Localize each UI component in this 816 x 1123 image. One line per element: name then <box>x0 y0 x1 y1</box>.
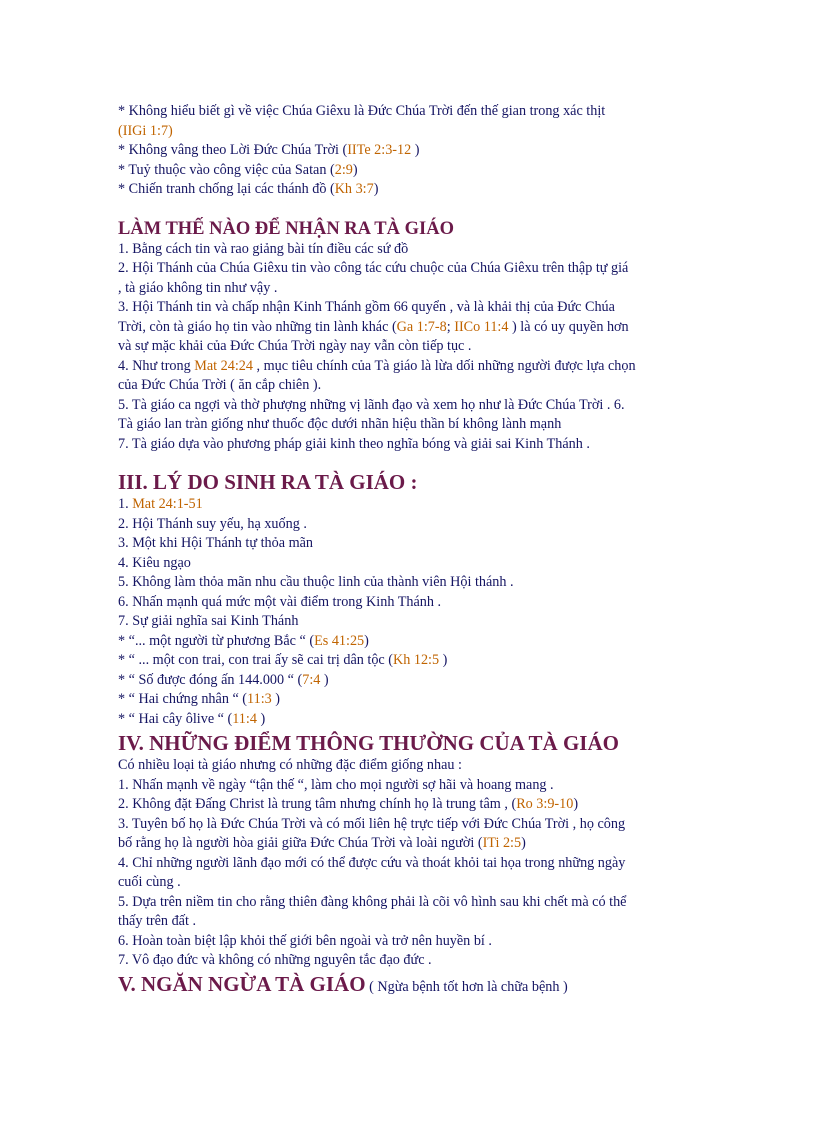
text-line <box>118 435 703 455</box>
text-line <box>118 240 703 260</box>
text-segment: Tà giáo lan tràn giống như thuốc độc dưới nhãn hiệu thần bí không lành mạnh <box>118 416 562 432</box>
section-heading-common-traits: IV. NHỮNG ĐIỂM THÔNG THƯỜNG CỦA TÀ GIÁO <box>118 731 619 755</box>
text-segment: 5. Dựa trên niềm tin cho rằng thiên đàng không phải là cõi vô hình sau khi chết mà có thể <box>118 893 627 910</box>
text-segment: 5. Tà giáo ca ngợi và thờ phượng những vị lãnh đạo và xem họ như là Đức Chúa Trời . 6. <box>118 396 625 413</box>
text-line <box>118 932 703 952</box>
text-segment: , mục tiêu chính của Tà giáo là lừa dối những người được lựa chọn <box>256 357 636 374</box>
text-segment: ) <box>414 142 420 158</box>
text-segment: 3. Một khi Hội Thánh tự thỏa mãn <box>118 535 314 551</box>
text-segment: 5. Không làm thỏa mãn nhu cầu thuộc linh của thành viên Hội thánh . <box>118 574 514 590</box>
text-line <box>118 161 703 181</box>
text-segment: * “ Số được đóng ấn 144.000 “ ( <box>118 671 303 688</box>
text-line <box>118 834 703 854</box>
text-line <box>118 298 703 318</box>
prevention-title: V. NGĂN NGỪA TÀ GIÁO <box>118 971 366 996</box>
text-segment: ) <box>275 691 281 707</box>
scripture-reference-link[interactable]: 2:9 <box>334 161 353 178</box>
text-line <box>118 651 703 671</box>
text-segment: , tà giáo không tin như vậy . <box>118 279 278 296</box>
text-segment: ) <box>323 671 329 688</box>
text-segment: 1. Nhấn mạnh về ngày “tận thế “, làm cho mọi người sợ hãi và hoang mang . <box>118 776 554 793</box>
text-line <box>118 573 703 593</box>
text-segment: * Không hiểu biết gì về việc Chúa Giêxu là Đức Chúa Trời đến thế gian trong xác thịt <box>118 103 606 119</box>
scripture-reference-link[interactable]: IICo 11:4 <box>454 318 513 335</box>
text-line <box>118 515 703 535</box>
text-line <box>118 279 703 299</box>
text-line <box>118 534 703 554</box>
text-segment: 4. Kiêu ngạo <box>118 554 191 571</box>
text-segment: 6. Nhấn mạnh quá mức một vài điểm trong Kinh Thánh . <box>118 593 442 610</box>
text-line <box>118 612 703 632</box>
text-segment: và sự mặc khải của Đức Chúa Trời ngày nay vẫn còn tiếp tục . <box>118 338 472 354</box>
text-line <box>118 690 703 710</box>
scripture-reference-link[interactable]: Ro 3:9-10 <box>516 796 574 812</box>
text-line <box>118 893 703 913</box>
section-heading-prevention <box>118 972 703 1000</box>
causes-list <box>118 495 703 729</box>
text-segment: ) <box>260 710 266 727</box>
scripture-reference-link[interactable]: Es 41:25 <box>314 632 365 649</box>
text-segment: Trời, còn tà giáo họ tin vào những tin lành khác ( <box>118 318 397 335</box>
scripture-reference-link[interactable]: ITi 2:5 <box>482 835 522 851</box>
text-segment: ) <box>364 632 369 649</box>
text-line <box>118 122 703 142</box>
text-segment: ) <box>442 652 448 668</box>
text-segment: cuối cùng . <box>118 874 181 890</box>
text-segment: ) là có uy quyền hơn <box>512 318 629 335</box>
scripture-reference-link[interactable]: 11:4 <box>232 710 261 727</box>
text-segment: * Chiến tranh chống lại các thánh đồ ( <box>118 181 335 197</box>
text-line <box>118 495 703 515</box>
text-line <box>118 593 703 613</box>
text-segment: ) <box>521 835 526 851</box>
text-line <box>118 776 703 796</box>
text-line <box>118 554 703 574</box>
text-line <box>118 873 703 893</box>
text-line <box>118 854 703 874</box>
scripture-reference-link[interactable]: 7:4 <box>302 671 324 688</box>
text-line <box>118 102 703 122</box>
text-segment: 2. Không đặt Đấng Christ là trung tâm nhưng chính họ là trung tâm , ( <box>118 796 517 812</box>
text-segment: ) <box>573 796 579 812</box>
text-segment: Có nhiều loại tà giáo nhưng có những đặc điểm giống nhau : <box>118 757 462 773</box>
scripture-reference-link[interactable]: Mat 24:24 <box>194 357 257 374</box>
scripture-reference-link[interactable]: Mat 24:1-51 <box>132 496 203 512</box>
text-segment: ) <box>352 161 358 178</box>
text-segment: 4. Chỉ những người lãnh đạo mới có thể được cứu và thoát khỏi tai họa trong những ngày <box>118 854 626 871</box>
text-line <box>118 756 703 776</box>
text-segment: * “... một người từ phương Bắc “ ( <box>118 632 315 649</box>
text-segment: ) <box>373 181 379 197</box>
scripture-reference-link[interactable]: IITe 2:3-12 <box>347 142 415 158</box>
common-traits-list <box>118 756 703 971</box>
text-line <box>118 951 703 971</box>
scripture-reference-link[interactable]: Ga 1:7-8 <box>396 318 447 335</box>
scripture-reference-link[interactable]: (IIGi 1:7) <box>118 122 173 139</box>
text-line <box>118 396 703 416</box>
text-segment: bố rằng họ là người hòa giải giữa Đức Chúa Trời và loài người ( <box>118 835 483 851</box>
text-segment: 6. Hoàn toàn biệt lập khỏi thế giới bên ngoài và trở nên huyền bí . <box>118 932 492 949</box>
text-segment: 2. Hội Thánh của Chúa Giêxu tin vào công tác cứu chuộc của Chúa Giêxu trên thập tự giá <box>118 260 629 276</box>
text-line <box>118 415 703 435</box>
text-segment: 7. Tà giáo dựa vào phương pháp giải kinh theo nghĩa bóng và giải sai Kinh Thánh . <box>118 435 590 452</box>
intro-list <box>118 102 703 200</box>
document-page <box>118 102 703 1000</box>
text-segment: * Tuỷ thuộc vào công việc của Satan ( <box>118 161 335 178</box>
text-line <box>118 815 703 835</box>
text-line <box>118 912 703 932</box>
text-line <box>118 710 703 730</box>
prevention-subtitle: ( Ngừa bệnh tốt hơn là chữa bệnh ) <box>365 978 568 995</box>
text-segment: ; <box>446 318 455 335</box>
recognize-heresy-list <box>118 240 703 455</box>
text-segment: * “ Hai chứng nhân “ ( <box>118 691 248 707</box>
text-segment: * “ Hai cây ôlive “ ( <box>118 710 233 727</box>
text-line <box>118 376 703 396</box>
text-segment: 1. Bằng cách tin và rao giảng bài tín điều các sứ đồ <box>118 240 409 257</box>
text-line <box>118 795 703 815</box>
text-segment: 7. Vô đạo đức và không có những nguyên tắc đạo đức . <box>118 952 432 968</box>
text-segment: 1. <box>118 496 133 512</box>
scripture-reference-link[interactable]: Kh 3:7 <box>334 181 374 197</box>
text-segment: 3. Hội Thánh tin và chấp nhận Kinh Thánh gồm 66 quyển , và là khải thị của Đức Chúa <box>118 299 615 315</box>
text-segment: 3. Tuyên bố họ là Đức Chúa Trời và có mối liên hệ trực tiếp với Đức Chúa Trời , họ công <box>118 815 626 832</box>
section-heading-causes: III. LÝ DO SINH RA TÀ GIÁO : <box>118 470 418 494</box>
section-heading-recognize-heresy: LÀM THẾ NÀO ĐỂ NHẬN RA TÀ GIÁO <box>118 218 454 239</box>
text-segment: của Đức Chúa Trời ( ăn cắp chiên ). <box>118 377 322 393</box>
text-line <box>118 318 703 338</box>
text-segment: * “ ... một con trai, con trai ấy sẽ cai trị dân tộc ( <box>118 652 393 668</box>
text-line <box>118 180 703 200</box>
text-segment: * Không vâng theo Lời Đức Chúa Trời ( <box>118 142 348 158</box>
text-line <box>118 671 703 691</box>
text-segment: 4. Như trong <box>118 357 195 374</box>
text-line <box>118 337 703 357</box>
text-line <box>118 357 703 377</box>
text-segment: 2. Hội Thánh suy yếu, hạ xuống . <box>118 515 307 532</box>
text-line <box>118 259 703 279</box>
text-line <box>118 141 703 161</box>
text-segment: 7. Sự giải nghĩa sai Kinh Thánh <box>118 613 299 629</box>
scripture-reference-link[interactable]: Kh 12:5 <box>392 652 443 668</box>
scripture-reference-link[interactable]: 11:3 <box>247 691 276 707</box>
text-line <box>118 632 703 652</box>
text-segment: thấy trên đất . <box>118 913 197 929</box>
